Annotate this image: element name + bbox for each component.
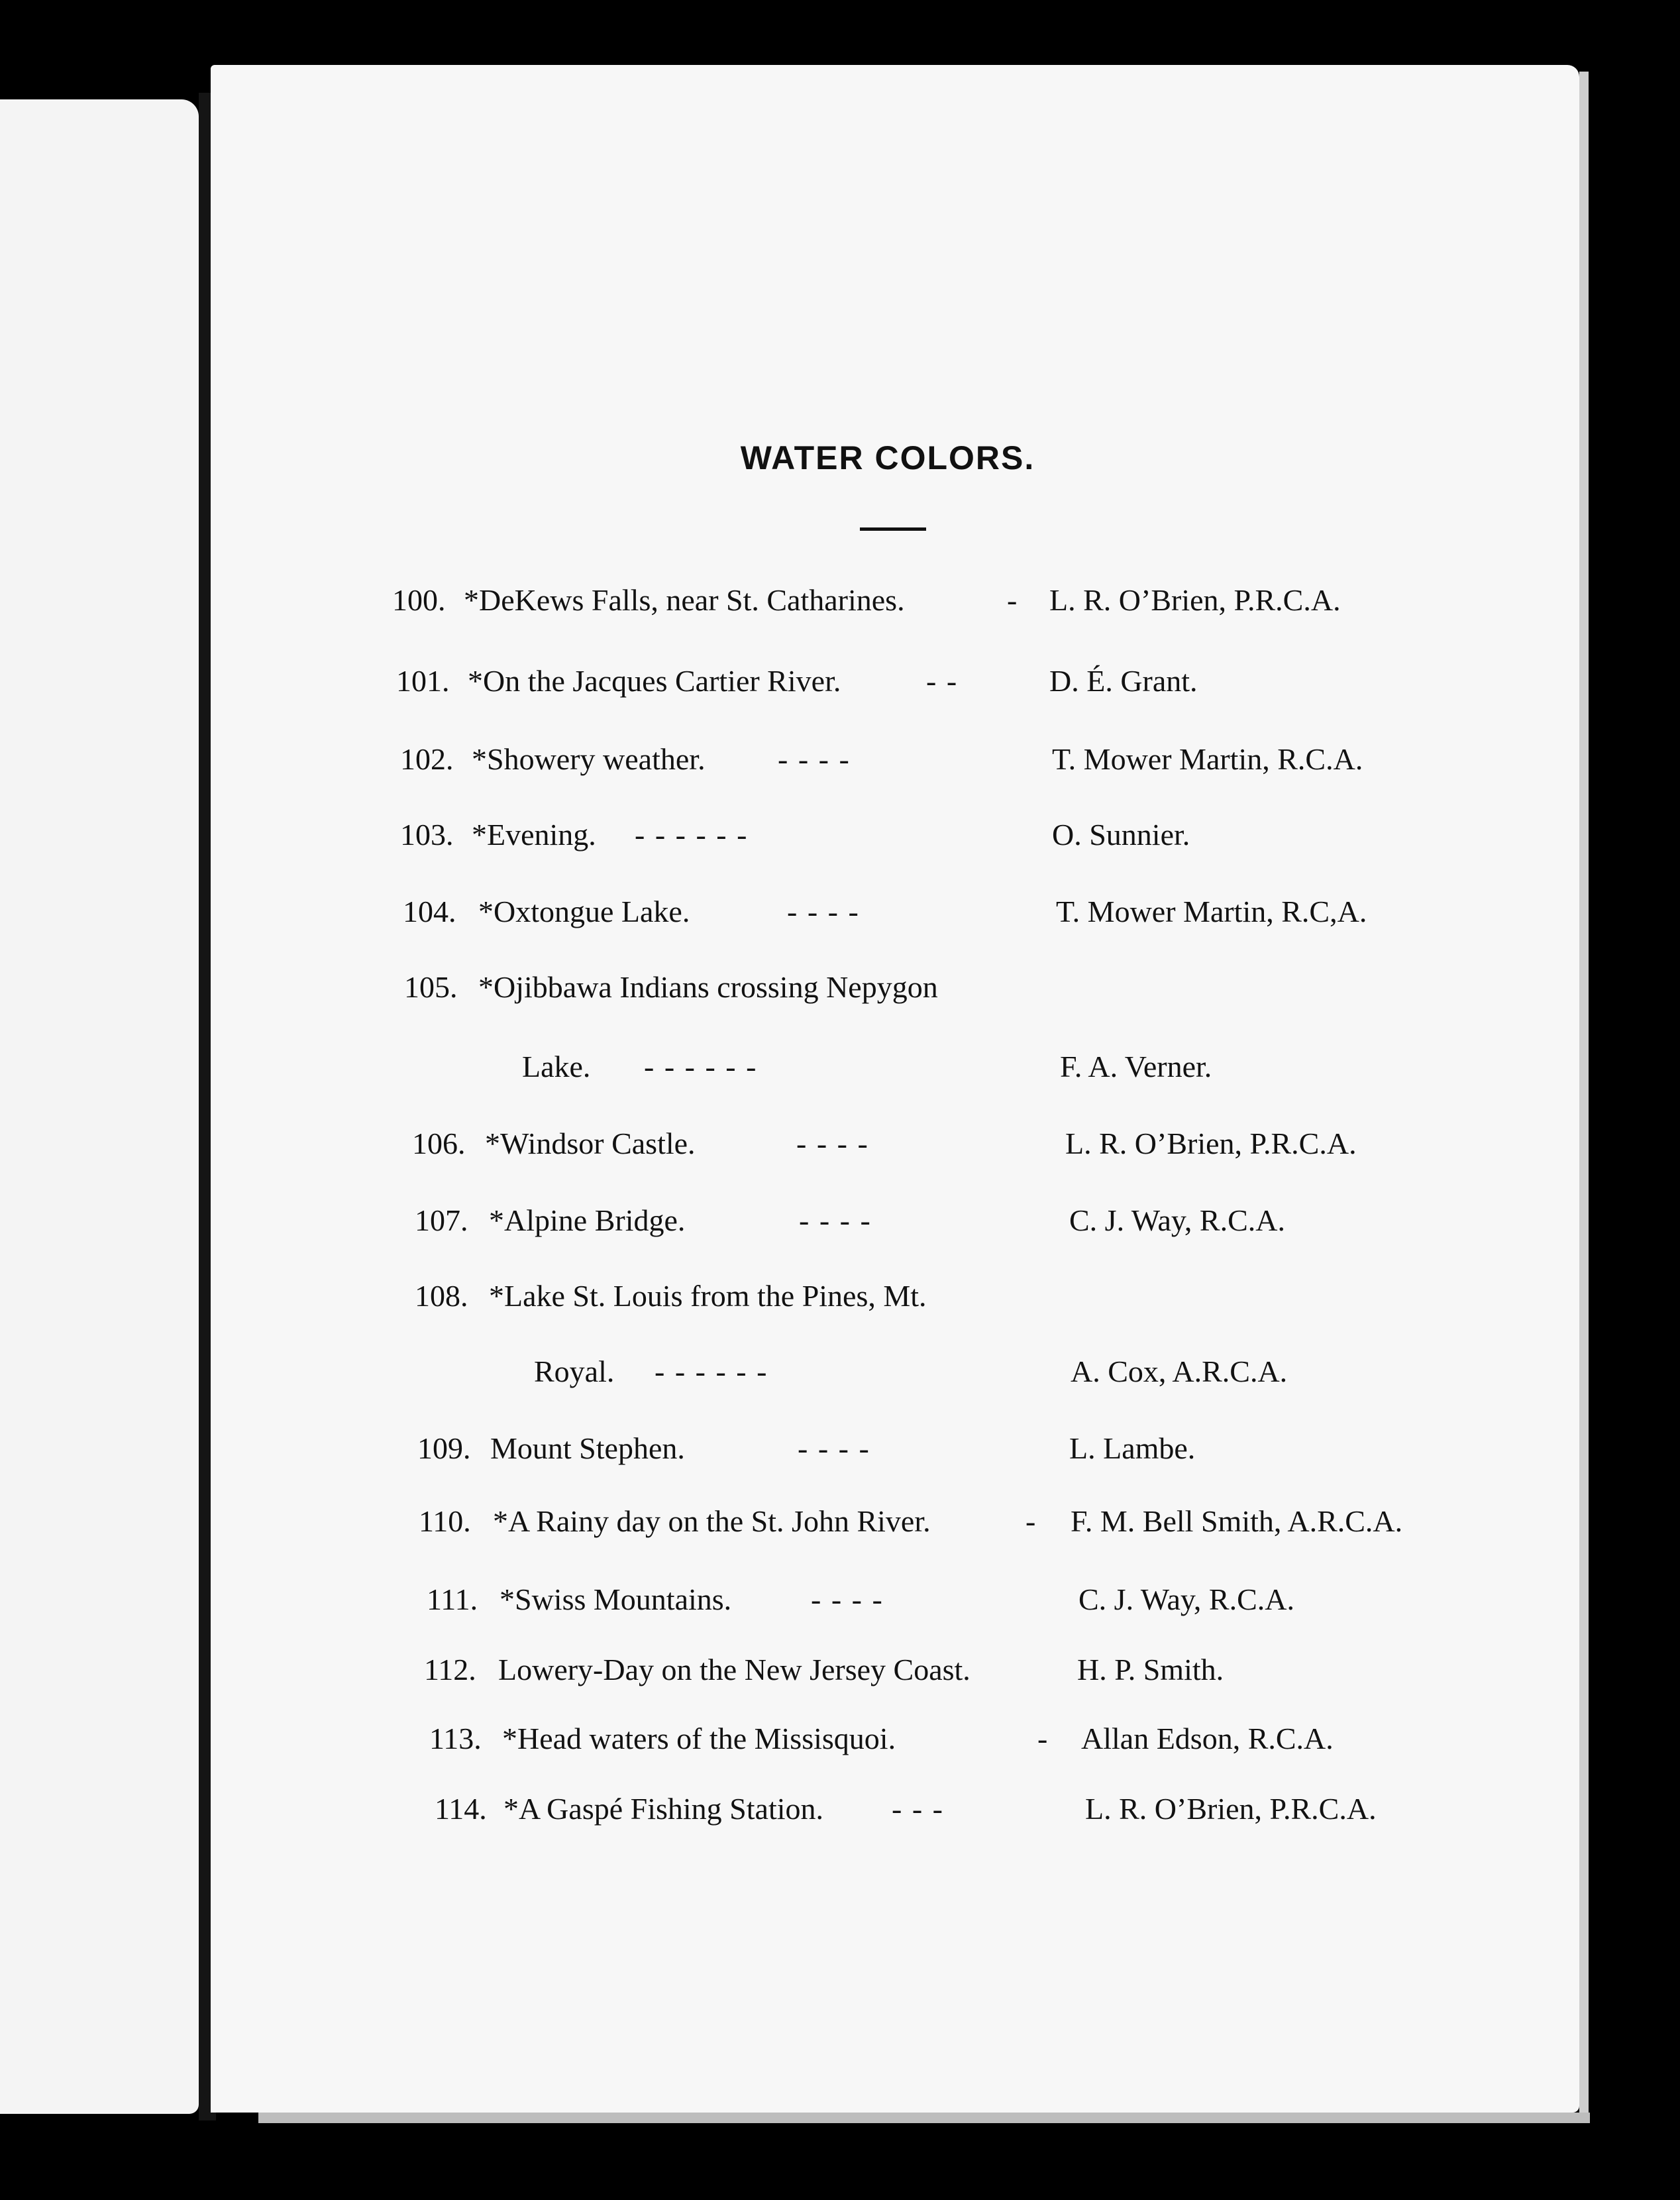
entry-number: 105. — [404, 970, 458, 1004]
entry-artist: D. É. Grant. — [1049, 664, 1198, 698]
entry-leader: - - — [926, 664, 959, 698]
entry-title: *A Gaspé Fishing Station. — [503, 1792, 824, 1826]
entry-leader: - - - - — [798, 1431, 870, 1465]
entry-title: *Showery weather. — [472, 742, 706, 776]
entry-title: *Windsor Castle. — [485, 1127, 696, 1160]
entry-title: *Evening. — [472, 818, 596, 852]
entry-number: 112. — [424, 1653, 476, 1686]
entry-artist: Allan Edson, R.C.A. — [1081, 1722, 1334, 1755]
entry-artist: F. M. Bell Smith, A.R.C.A. — [1071, 1504, 1403, 1538]
entry-title: *Alpine Bridge. — [489, 1203, 686, 1237]
entry-artist: L. R. O’Brien, P.R.C.A. — [1049, 583, 1341, 617]
entry-title: *Head waters of the Missisquoi. — [502, 1722, 896, 1755]
entry-title: Lowery-Day on the New Jersey Coast. — [498, 1653, 971, 1686]
entry-artist: F. A. Verner. — [1060, 1050, 1212, 1083]
entry-title: Lake. — [522, 1050, 591, 1083]
entry-number: 109. — [417, 1431, 471, 1465]
entry-title: *Lake St. Louis from the Pines, Mt. — [489, 1279, 927, 1313]
entry-title: Royal. — [534, 1354, 615, 1388]
entry-artist: C. J. Way, R.C.A. — [1078, 1582, 1294, 1616]
entry-artist: L. Lambe. — [1069, 1431, 1196, 1465]
entry-leader: - - - — [892, 1792, 944, 1826]
entry-title: *Swiss Mountains. — [499, 1582, 732, 1616]
entry-number: 101. — [396, 664, 450, 698]
entry-title: *Oxtongue Lake. — [478, 895, 690, 928]
entry-artist: O. Sunnier. — [1052, 818, 1190, 852]
entry-leader: - - - - — [787, 895, 860, 928]
entry-leader: - — [1037, 1722, 1049, 1755]
entry-artist: H. P. Smith. — [1077, 1653, 1224, 1686]
entry-number: 107. — [415, 1203, 468, 1237]
entry-leader: - — [1025, 1504, 1037, 1538]
entry-number: 113. — [429, 1722, 482, 1755]
entry-artist: T. Mower Martin, R.C.A. — [1052, 742, 1363, 776]
entry-title: *DeKews Falls, near St. Catharines. — [464, 583, 905, 617]
entry-number: 106. — [412, 1127, 466, 1160]
entry-number: 103. — [400, 818, 454, 852]
entry-number: 110. — [419, 1504, 471, 1538]
entry-artist: T. Mower Martin, R.C,A. — [1056, 895, 1367, 928]
entry-leader: - - - - - - — [644, 1050, 758, 1083]
entry-artist: L. R. O’Brien, P.R.C.A. — [1065, 1127, 1357, 1160]
entry-artist: A. Cox, A.R.C.A. — [1071, 1354, 1288, 1388]
entry-title: *Ojibbawa Indians crossing Nepygon — [478, 970, 938, 1004]
entry-number: 111. — [427, 1582, 478, 1616]
entry-leader: - - - - - - — [655, 1354, 768, 1388]
entry-leader: - - - - — [796, 1127, 869, 1160]
section-heading: WATER COLORS. — [740, 439, 1035, 476]
entry-number: 102. — [400, 742, 454, 776]
entry-artist: L. R. O’Brien, P.R.C.A. — [1085, 1792, 1377, 1826]
entry-number: 100. — [392, 583, 446, 617]
entry-leader: - - - - — [799, 1203, 872, 1237]
entry-title: *A Rainy day on the St. John River. — [493, 1504, 931, 1538]
entry-leader: - - - - — [778, 742, 851, 776]
entry-artist: C. J. Way, R.C.A. — [1069, 1203, 1285, 1237]
entry-leader: - — [1007, 583, 1019, 617]
entry-leader: - - - - — [811, 1582, 884, 1616]
entry-title: *On the Jacques Cartier River. — [468, 664, 841, 698]
entry-number: 114. — [435, 1792, 487, 1826]
entry-leader: - - - - - - — [635, 818, 749, 852]
entry-number: 108. — [415, 1279, 468, 1313]
entry-number: 104. — [403, 895, 456, 928]
entry-title: Mount Stephen. — [490, 1431, 685, 1465]
